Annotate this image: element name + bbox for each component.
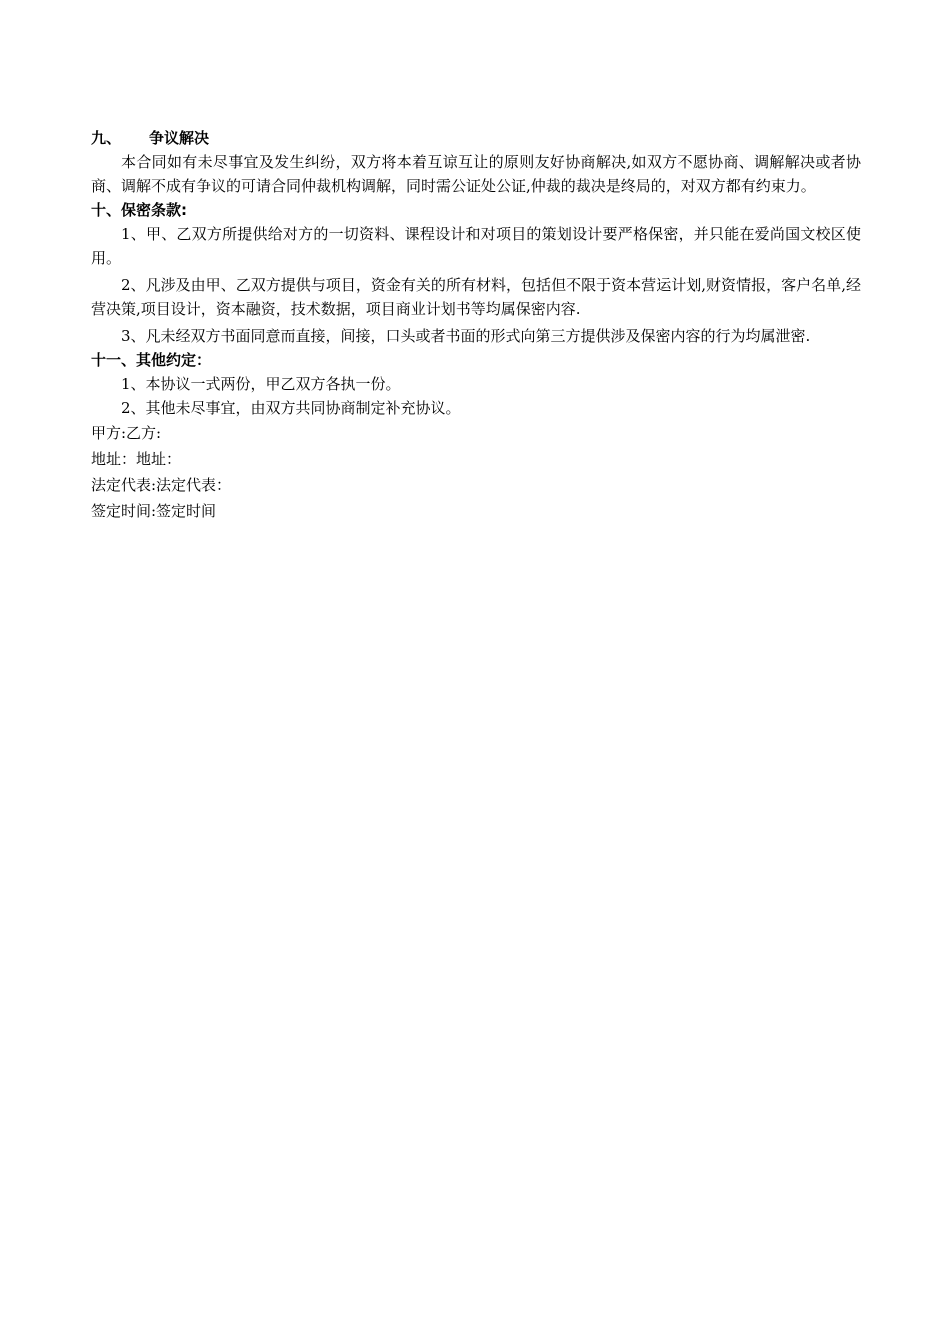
signature-party-line: 甲方:乙方: <box>91 424 162 442</box>
document-page <box>91 126 861 524</box>
section-10-heading: 十、保密条款: <box>91 201 187 219</box>
section-10-item-3: 3、凡未经双方书面同意而直接，间接，口头或者书面的形式向第三方提供涉及保密内容的行为均属泄密. <box>121 327 811 345</box>
section-9-number: 九、 <box>91 129 122 147</box>
section-11-item-2: 2、其他未尽事宜，由双方共同协商制定补充协议。 <box>121 399 461 417</box>
signature-date-line: 签定时间:签定时间 <box>91 502 217 520</box>
section-11-heading: 十一、其他约定： <box>91 351 212 369</box>
signature-representative-line: 法定代表:法定代表： <box>91 476 232 494</box>
section-9-heading <box>91 126 861 150</box>
section-11-item-1: 1、本协议一式两份，甲乙双方各执一份。 <box>121 375 401 393</box>
section-10-item-1: 1、甲、乙双方所提供给对方的一切资料、课程设计和对项目的策划设计要严格保密，并只能在爱尚国文校区使用。 <box>91 225 861 267</box>
signature-address-line: 地址：地址： <box>91 450 182 468</box>
section-9-title: 争议解决 <box>149 129 210 147</box>
section-9-paragraph: 本合同如有未尽事宜及发生纠纷，双方将本着互谅互让的原则友好协商解决,如双方不愿协商、调解解决或者协商、调解不成有争议的可请合同仲裁机构调解，同时需公证处公证,仲裁的裁决是终局的，对双方都有约束力。 <box>91 153 861 195</box>
section-10-item-2: 2、凡涉及由甲、乙双方提供与项目，资金有关的所有材料，包括但不限于资本营运计划,财资情报，客户名单,经营决策,项目设计，资本融资，技术数据，项目商业计划书等均属保密内容. <box>91 276 861 318</box>
